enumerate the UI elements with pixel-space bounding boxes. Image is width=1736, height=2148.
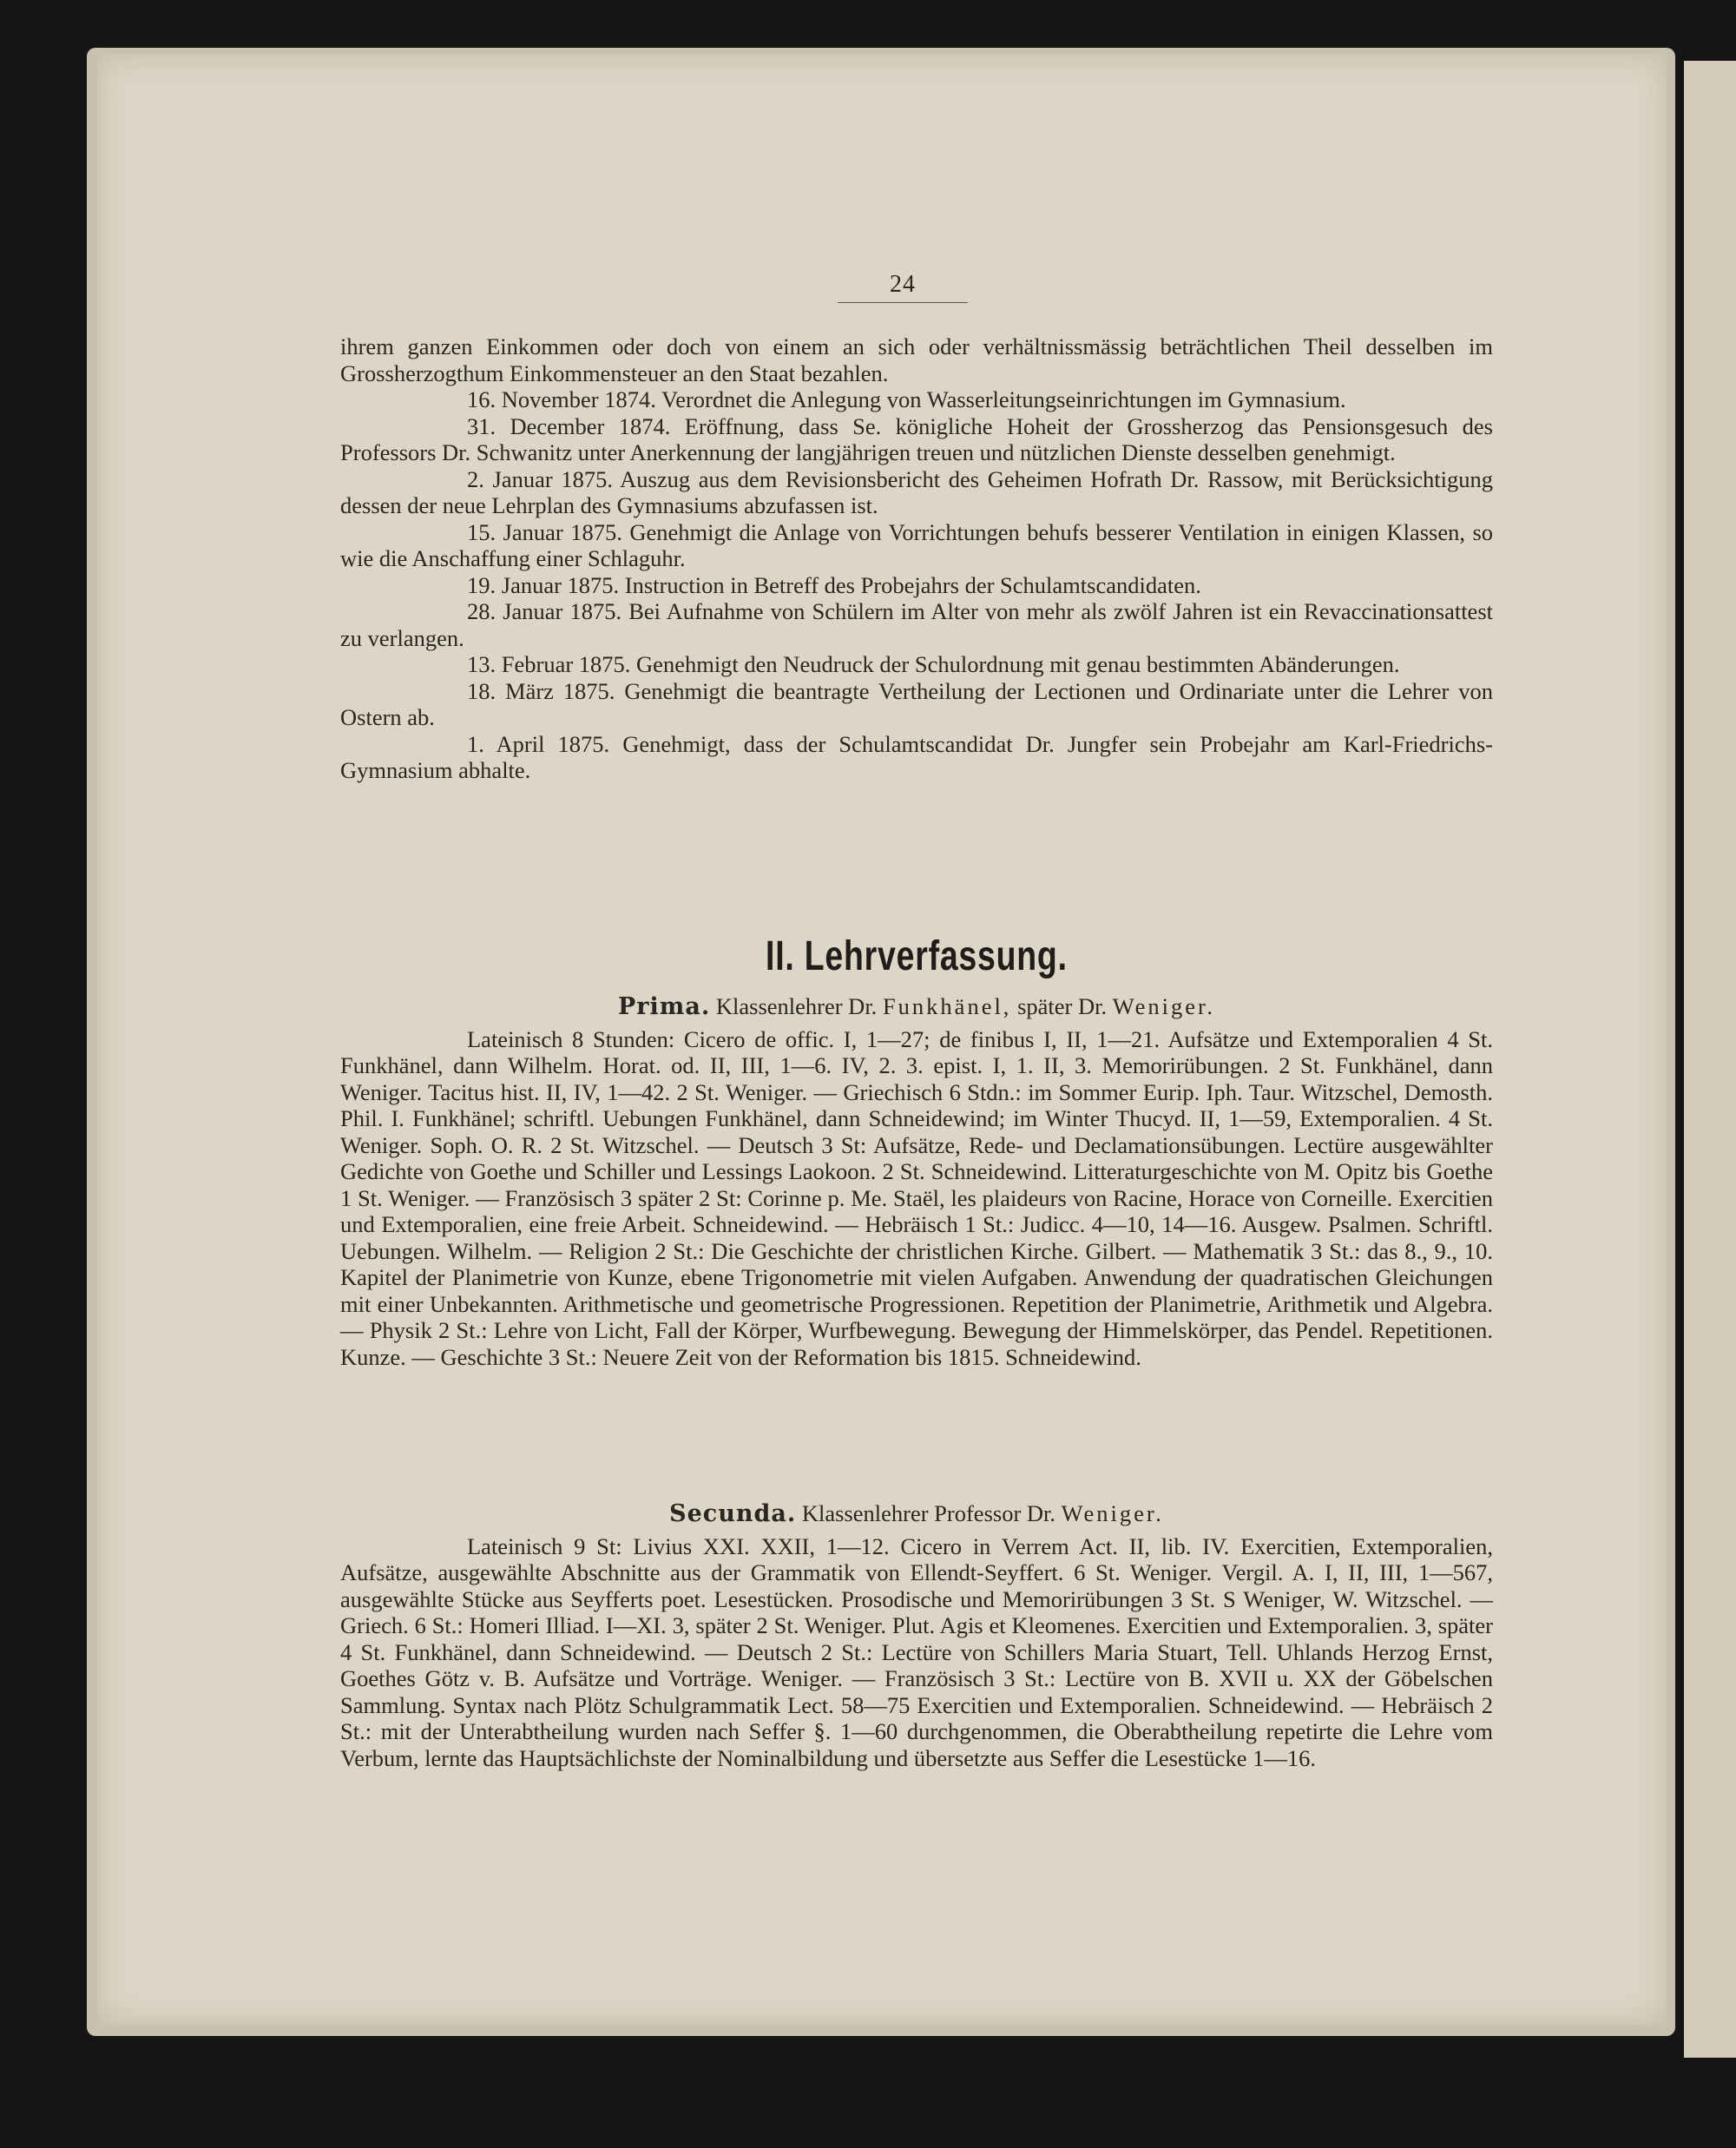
entry-date: 31. December 1874. — [467, 412, 671, 439]
entry-date: 13. Februar 1875. — [467, 651, 631, 677]
chronik-entry-1: 16. November 1874. Verordnet die Anlegung von Wasserleitungseinrichtungen im Gymnasium. — [467, 386, 1346, 412]
section-heading-block — [340, 932, 1493, 980]
entry-date: 2. Januar 1875. — [467, 465, 613, 492]
teacher-name: Weniger. — [1112, 993, 1215, 1019]
section-heading: II. Lehrverfassung. — [766, 933, 1068, 979]
chronik-entry-6: 28. Januar 1875. Bei Aufnahme von Schülern im Alter von mehr als zwölf Jahren ist ein Revaccinationsattest zu verlangen. — [340, 598, 1493, 651]
chronik-entry-4: 15. Januar 1875. Genehmigt die Anlage von Vorrichtungen behufs besserer Ventilation in einigen Klassen, so wie die Anschaffung einer Schlaguhr. — [340, 518, 1494, 571]
entry-date: 19. Januar 1875. — [467, 571, 620, 598]
secunda-title-line: Secunda. Klassenlehrer Professor Dr. Weniger. — [669, 1500, 1164, 1527]
entry-date: 1. April 1875. — [467, 730, 610, 757]
entry-date: 15. Januar 1875. — [467, 518, 622, 545]
chronik-entry-2: 31. December 1874. Eröffnung, dass Se. königliche Hoheit der Grossherzog das Pensionsgesuch des Professors Dr. Schwanitz unter Anerkennung der langjährigen treuen und nützlichen Dienste desselben genehmigt. — [340, 412, 1493, 465]
page-number-block — [777, 271, 1029, 303]
adjacent-page-edge — [1684, 61, 1736, 2058]
chronik-entry-8: 18. März 1875. Genehmigt die beantragte Vertheilung der Lectionen und Ordinariate unter die Lehrer von Ostern ab. — [340, 677, 1493, 730]
class-name: Secunda. — [669, 1500, 797, 1527]
chronik-entry-3: 2. Januar 1875. Auszug aus dem Revisionsbericht des Geheimen Hofrath Dr. Rassow, mit Berücksichtigung dessen der neue Lehrplan des Gymnasiums abzufassen ist. — [340, 465, 1493, 518]
chronik-entry-7: 13. Februar 1875. Genehmigt den Neudruck der Schulordnung mit genau bestimmten Abänderungen. — [467, 651, 1400, 677]
teacher-name: Funkhänel, — [882, 993, 1012, 1019]
secunda-section — [340, 1500, 1493, 1771]
chronik-entry-0: ihrem ganzen Einkommen oder doch von einem an sich oder verhältnissmässig beträchtlichen Theil desselben im Grossherzogthum Einkommensteuer an den Staat bezahlen. — [340, 333, 1493, 386]
prima-section — [340, 993, 1493, 1370]
chronik-entry-9: 1. April 1875. Genehmigt, dass der Schulamtscandidat Dr. Jungfer sein Probejahr am Karl-Friedrichs-Gymnasium abhalte. — [340, 730, 1493, 783]
page-number: 24 — [838, 271, 968, 303]
prima-title-line: Prima. Klassenlehrer Dr. Funkhänel, später Dr. Weniger. — [618, 993, 1215, 1020]
entry-date: 18. März 1875. — [467, 677, 615, 704]
teacher-name: Weniger. — [1061, 1500, 1164, 1526]
entry-date: 16. November 1874. — [467, 386, 656, 412]
entry-date: 28. Januar 1875. — [467, 598, 622, 624]
chronik-entries — [340, 333, 1493, 784]
secunda-body: Lateinisch 9 St: Livius XXI. XXII, 1—12. Cicero in Verrem Act. II, lib. IV. Exercitien, Extemporalien, Aufsätze, ausgewählte Abschnitte aus der Grammatik von Ellendt-Seyffert. 6 St. Weniger. Vergil. A. I, II, III, 1—567, ausgewählte Stücke aus Seyfferts poet. Lesestücken. Prosodische und Memorirübungen 3 St. S Weniger, W. Witzschel. — Griech. 6 St.: Homeri Illiad. I—XI. 3, später 2 St. Weniger. Plut. Agis et Kleomenes. Exercitien und Extemporalien. 3, später 4 St. Funkhänel, dann Schneidewind. — Deutsch 2 St.: Lectüre von Schillers Maria Stuart, Tell. Uhlands Herzog Ernst, Goethes Götz v. B. Aufsätze und Vorträge. Weniger. — Französisch 3 St.: Lectüre von B. XVII u. XX der Göbelschen Sammlung. Syntax nach Plötz Schulgrammatik Lect. 58—75 Exercitien und Extemporalien. Schneidewind. — Hebräisch 2 St.: mit der Unterabtheilung wurden nach Seffer §. 1—60 durchgenommen, die Oberabtheilung repetirte die Lehre vom Verbum, lernte das Hauptsächlichste der Nominalbildung und übersetzte aus Seffer die Lesestücke 1—16. — [340, 1532, 1493, 1771]
prima-body: Lateinisch 8 Stunden: Cicero de offic. I, 1—27; de finibus I, II, 1—21. Aufsätze und Extemporalien 4 St. Funkhänel, dann Wilhelm. Horat. od. II, III, 1—6. IV, 2. 3. epist. I, 1. II, 3. Memorirübungen. 2 St. Funkhänel, dann Weniger. Tacitus hist. II, IV, 1—42. 2 St. Weniger. — Griechisch 6 Stdn.: im Sommer Eurip. Iph. Taur. Witzschel, Demosth. Phil. I. Funkhänel; schriftl. Uebungen Funkhänel, dann Schneidewind; im Winter Thucyd. II, 1—59, Extemporalien. 4 St. Weniger. Soph. O. R. 2 St. Witzschel. — Deutsch 3 St: Aufsätze, Rede- und Declamationsübungen. Lectüre ausgewählter Gedichte von Goethe und Schiller und Lessings Laokoon. 2 St. Schneidewind. Litteraturgeschichte von M. Opitz bis Goethe 1 St. Weniger. — Französisch 3 später 2 St: Corinne p. Me. Staël, les plaideurs von Racine, Horace von Corneille. Exercitien und Extemporalien, eine freie Arbeit. Schneidewind. — Hebräisch 1 St.: Judicc. 4—10, 14—16. Ausgew. Psalmen. Schriftl. Uebungen. Wilhelm. — Religion 2 St.: Die Geschichte der christlichen Kirche. Gilbert. — Mathematik 3 St.: das 8., 9., 10. Kapitel der Planimetrie von Kunze, ebene Trigonometrie mit vielen Aufgaben. Anwendung der quadratischen Gleichungen mit einer Unbekannten. Arithmetische und geometrische Progressionen. Repetition der Planimetrie, Arithmetik und Algebra. — Physik 2 St.: Lehre von Licht, Fall der Körper, Wurfbewegung. Bewegung der Himmelskörper, das Pendel. Repetitionen. Kunze. — Geschichte 3 St.: Neuere Zeit von der Reformation bis 1815. Schneidewind. — [340, 1025, 1493, 1370]
class-name: Prima. — [618, 993, 711, 1020]
chronik-entry-5: 19. Januar 1875. Instruction in Betreff des Probejahrs der Schulamtscandidaten. — [467, 571, 1201, 598]
